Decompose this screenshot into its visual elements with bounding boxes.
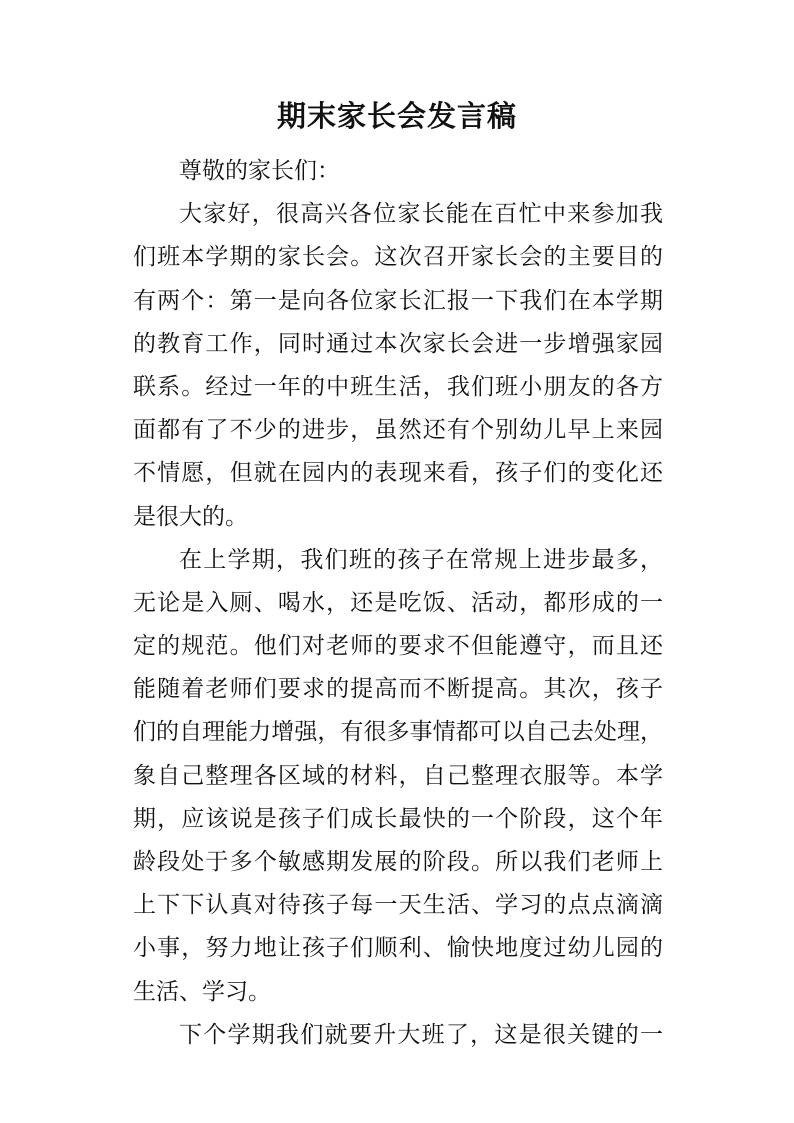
text-line: 大家好，很高兴各位家长能在百忙中来参加我 [179,201,663,228]
text-line: 定的规范。他们对老师的要求不但能遵守，而且还 [133,633,663,660]
text-line: 在上学期，我们班的孩子在常规上进步最多， [179,546,663,573]
text-line: 期，应该说是孩子们成长最快的一个阶段，这个年 [133,805,663,832]
text-line: 龄段处于多个敏感期发展的阶段。所以我们老师上 [133,849,663,875]
text-line: 小事，努力地让孩子们顺利、愉快地度过幼儿园的 [133,935,663,962]
text-line: 不情愿，但就在园内的表现来看，孩子们的变化还 [133,460,663,487]
text-line: 有两个：第一是向各位家长汇报一下我们在本学期 [133,287,663,314]
text-line: 联系。经过一年的中班生活，我们班小朋友的各方 [133,373,663,400]
text-line: 无论是入厕、喝水，还是吃饭、活动，都形成的一 [133,589,663,616]
text-line: 能随着老师们要求的提高而不断提高。其次，孩子 [133,676,663,703]
text-line: 尊敬的家长们： [179,158,340,184]
text-line: 们班本学期的家长会。这次召开家长会的主要目的 [133,244,663,271]
text-line: 们的自理能力增强，有很多事情都可以自己去处理， [133,719,663,746]
document-title: 期末家长会发言稿 [276,99,517,133]
text-line: 下个学期我们就要升大班了，这是很关键的一 [179,1021,663,1048]
text-line: 生活、学习。 [133,978,271,1005]
text-line: 上下下认真对待孩子每一天生活、学习的点点滴滴 [133,892,663,919]
text-line: 的教育工作，同时通过本次家长会进一步增强家园 [133,330,663,357]
text-line: 象自己整理各区域的材料，自己整理衣服等。本学 [133,762,663,789]
document-body [133,150,663,1057]
text-line: 面都有了不少的进步，虽然还有个别幼儿早上来园 [133,417,663,444]
text-line: 是很大的。 [133,503,248,530]
